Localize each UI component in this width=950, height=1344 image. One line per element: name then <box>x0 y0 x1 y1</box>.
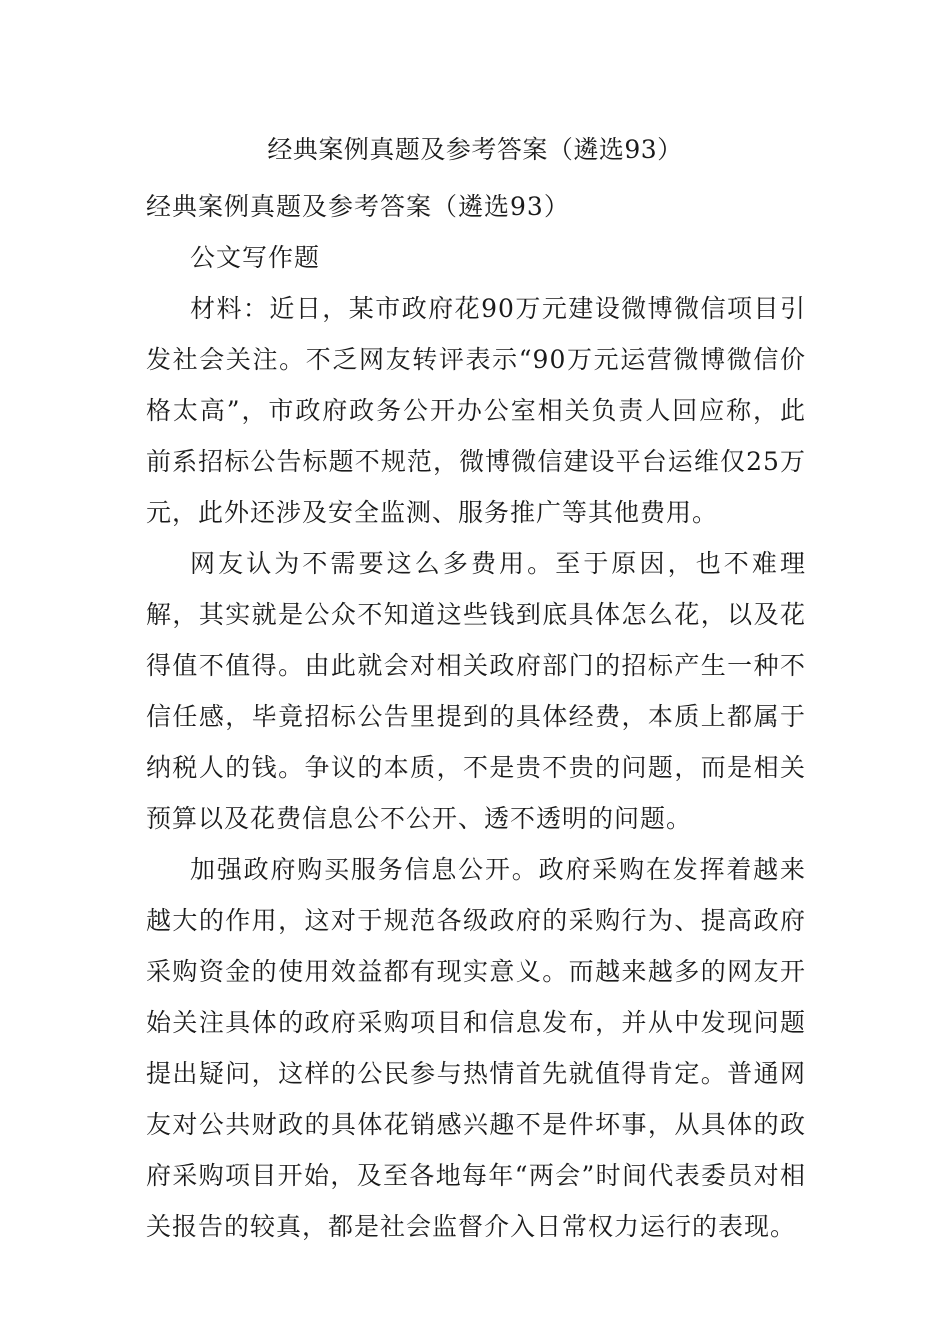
paragraph-cost-dispute: 网友认为不需要这么多费用。至于原因，也不难理解，其实就是公众不知道这些钱到底具体怎么花，以及花得值不值得。由此就会对相关政府部门的招标产生一种不信任感，毕竟招标公告里提到的具体经费，本质上都属于纳税人的钱。争议的本质，不是贵不贵的问题，而是相关预算以及花费信息公不公开、透不透明的问题。 <box>146 549 806 833</box>
document-subtitle: 经典案例真题及参考答案（遴选93） <box>146 192 570 221</box>
section-heading: 公文写作题 <box>190 243 321 272</box>
paragraph-material: 材料：近日，某市政府花90万元建设微博微信项目引发社会关注。不乏网友转评表示“90万元运营微博微信价格太高”，市政府政务公开办公室相关负责人回应称，此前系招标公告标题不规范，微博微信建设平台运维仅25万元，此外还涉及安全监测、服务推广等其他费用。 <box>146 294 806 527</box>
document-body <box>146 181 806 1252</box>
document-title: 经典案例真题及参考答案（遴选93） <box>267 135 683 164</box>
paragraph-disclosure: 加强政府购买服务信息公开。政府采购在发挥着越来越大的作用，这对于规范各级政府的采购行为、提高政府采购资金的使用效益都有现实意义。而越来越多的网友开始关注具体的政府采购项目和信息发布，并从中发现问题提出疑问，这样的公民参与热情首先就值得肯定。普通网友对公共财政的具体花销感兴趣不是件坏事，从具体的政府采购项目开始，及至各地每年“两会”时间代表委员对相关报告的较真，都是社会监督介入日常权力运行的表现。 <box>146 855 806 1241</box>
